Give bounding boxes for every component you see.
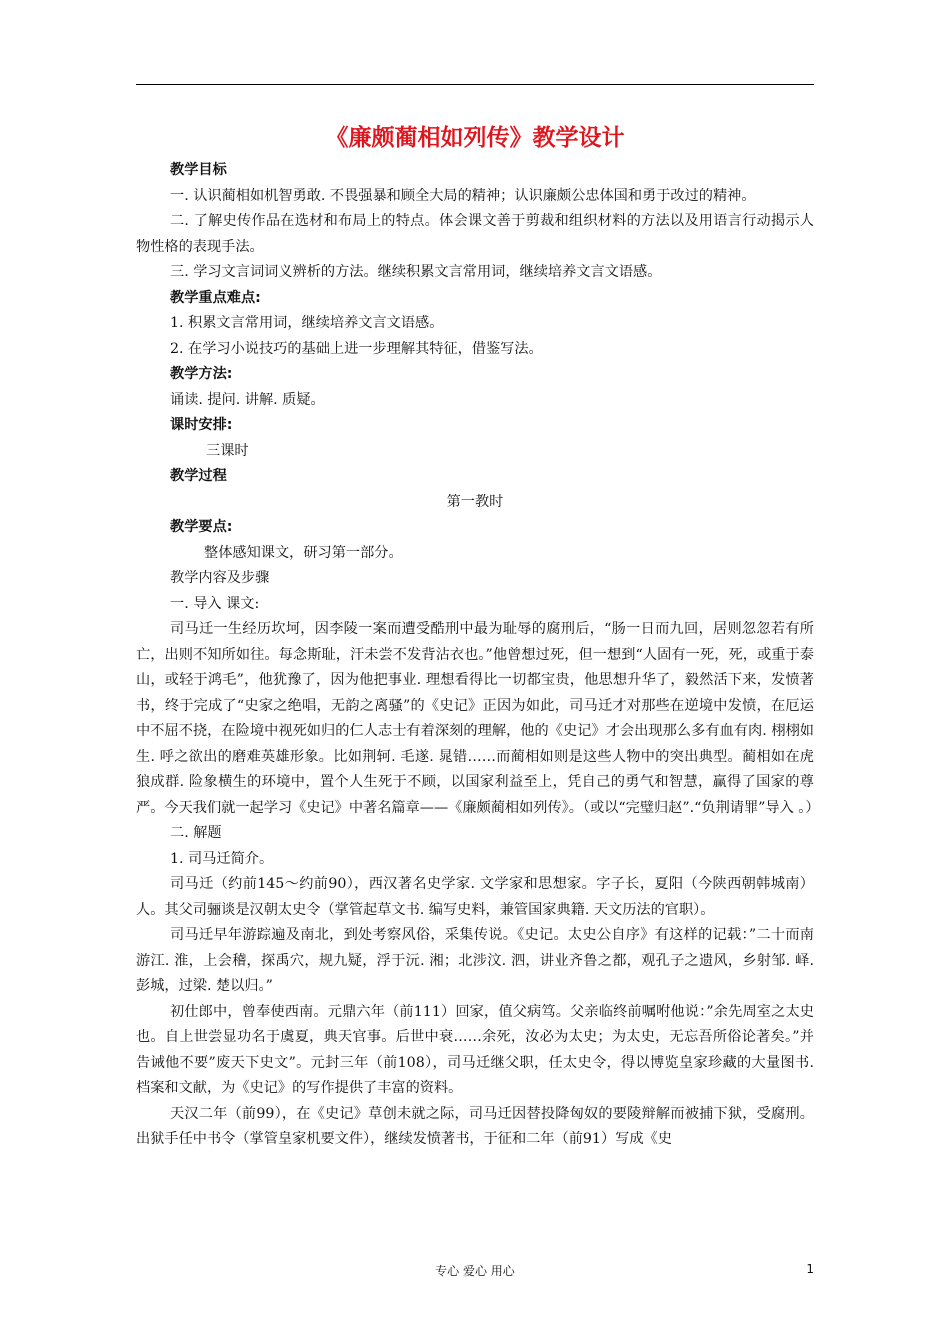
footer-motto: 专心 爱心 用心	[435, 1264, 515, 1278]
section-heading-key-points: 教学重点难点:	[170, 289, 261, 306]
focus-text: 整体感知课文，研习第一部分。	[204, 544, 403, 561]
bio-paragraph: 天汉二年（前99），在《史记》草创未就之际，司马迁因替投降匈奴的要陵辩解而被捕下狱，受腐刑。出狱手任中书令（掌管皇家机要文件），继续发愤著书，于征和二年（前91）写成《史	[136, 1105, 814, 1147]
bio-label: 1. 司马迁简介。	[170, 850, 274, 867]
bio-paragraph: 初仕郎中，曾奉使西南。元鼎六年（前111）回家，值父病笃。父亲临终前嘱咐他说：”余先周室之太史也。自上世尝显功名于虞夏，典天官事。后世中衰……余死，汝必为太史；为太史，无忘吾所俗论著矣。”并告诫他不要”废天下史文”。元封三年（前108），司马迁继父职，任太史令，得以博览皇家珍藏的大量图书. 档案和文献，为《史记》的写作提供了丰富的资料。	[136, 1003, 814, 1096]
bio-paragraph: 司马迁早年游踪遍及南北，到处考察风俗，采集传说。《史记。太史公自序》有这样的记载：”二十而南游江. 淮，上会稽，探禹穴，规九疑，浮于沅. 湘；北涉汶. 泗，讲业齐鲁之都，观孔子之遗风，乡射邹. 峄. 彭城，过梁. 楚以归。”	[136, 927, 814, 994]
page-footer	[136, 1262, 814, 1282]
key-point-item: 1. 积累文言常用词，继续培养文言文语感。	[170, 315, 444, 331]
goal-item: 一. 认识蔺相如机智勇敢. 不畏强暴和顾全大局的精神；认识廉颇公忠体国和勇于改过的精神。	[170, 187, 756, 204]
lesson-title: 第一教时	[446, 493, 504, 510]
section-heading-schedule: 课时安排:	[170, 417, 233, 433]
methods-text: 诵读. 提问. 讲解. 质疑。	[170, 391, 325, 408]
section-heading-focus: 教学要点:	[170, 519, 233, 535]
bio-paragraph: 司马迁（约前145～约前90），西汉著名史学家. 文学家和思想家。字子长，夏阳（今陕西朝韩城南）人。其父司骊谈是汉朝太史令（掌管起草文书. 编写史料，兼管国家典籍. 天文历法的官职）。	[136, 876, 814, 918]
document-title: 《廉颇蔺相如列传》教学设计	[325, 125, 625, 151]
key-point-item: 2. 在学习小说技巧的基础上进一步理解其特征，借鉴写法。	[170, 340, 543, 357]
document-page	[136, 118, 820, 1153]
explain-label: 二. 解题	[170, 825, 222, 841]
steps-label: 教学内容及步骤	[170, 570, 270, 586]
intro-label: 一. 导入 课文:	[170, 595, 260, 612]
page-number: 1	[806, 1262, 814, 1276]
section-heading-process: 教学过程	[170, 468, 227, 484]
header-rule	[136, 84, 814, 85]
section-heading-goals: 教学目标	[170, 162, 227, 178]
goal-item: 三. 学习文言词词义辨析的方法。继续积累文言常用词，继续培养文言文语感。	[170, 264, 662, 280]
intro-paragraph: 司马迁一生经历坎坷，因李陵一案而遭受酷刑中最为耻辱的腐刑后，“肠一日而九回，居则忽忽若有所亡，出则不知所如往。每念斯耻，汗未尝不发背沾衣也。”他曾想过死，但一想到“人固有一死，死，或重于泰山，或轻于鸿毛”，他犹豫了，因为他把事业. 理想看得比一切都宝贵，他思想升华了，毅然活下来，发愤著书，终于完成了“史家之绝唱，无韵之离骚”的《史记》正因为如此，司马迁才对那些在逆境中发愤，在厄运中不屈不挠，在险境中视死如归的仁人志士有着深刻的理解，他的《史记》才会出现那么多有血有肉. 栩栩如生. 呼之欲出的磨难英雄形象。比如荆轲. 毛遂. 晁错……而蔺相如则是这些人物中的突出典型。蔺相如在虎狼成群. 险象横生的环境中，置个人生死于不顾，以国家利益至上，凭自己的勇气和智慧，赢得了国家的尊严。今天我们就一起学习《史记》中著名篇章——《廉颇蔺相如列传》。（或以“完璧归赵”.“负荆请罪”导入 。）	[136, 621, 820, 816]
schedule-text: 三课时	[206, 442, 249, 459]
section-heading-methods: 教学方法:	[170, 366, 233, 382]
goal-item: 二. 了解史传作品在选材和布局上的特点。体会课文善于剪裁和组织材料的方法以及用语言行动揭示人物性格的表现手法。	[136, 213, 814, 255]
